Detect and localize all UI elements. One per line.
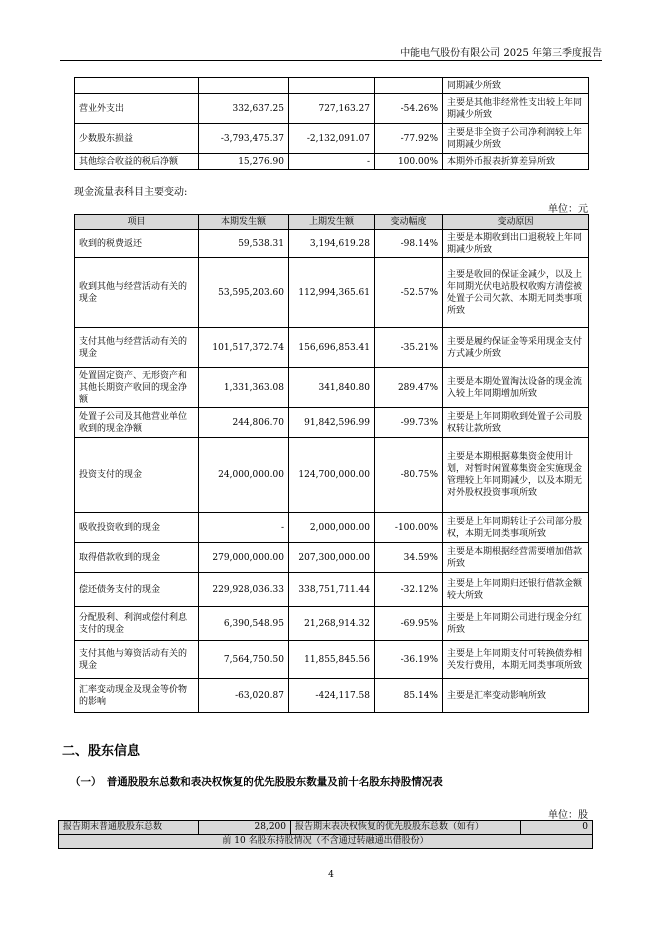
cell-item: 处置固定资产、无形资产和其他长期资产收回的现金净额: [75, 368, 199, 408]
cell-reason: 主要是本期根据募集资金使用计划，对暂时闲置募集资金实施现金管理较上年同期减少，以及本期无对外股权投资事项所致: [443, 438, 589, 513]
top10-heading: 前 10 名股东持股情况（不含通过转融通出借股份）: [59, 835, 593, 849]
cell-change: -77.92%: [375, 124, 443, 154]
cell-item: [75, 78, 199, 94]
shareholder-unit: 单位：股: [548, 810, 588, 821]
cell-item: 分配股利、利润或偿付利息支付的现金: [75, 607, 199, 641]
cell-current: 59,538.31: [199, 230, 289, 258]
cell-reason: 主要是履约保证金等采用现金支付方式减少所致: [443, 328, 589, 368]
cell-item: 少数股东损益: [75, 124, 199, 154]
page-number: 4: [328, 870, 334, 880]
table-row: [75, 573, 589, 607]
cell-item: 处置子公司及其他营业单位收到的现金净额: [75, 408, 199, 438]
cell-change: 34.59%: [375, 543, 443, 573]
cell-current: 6,390,548.95: [199, 607, 289, 641]
cell-current: 332,637.25: [199, 94, 289, 124]
cell-previous: 91,842,596.99: [289, 408, 375, 438]
cell-reason: 主要是上年同期收到处置子公司股权转让款所致: [443, 408, 589, 438]
table-row: [75, 438, 589, 513]
cell-previous: -: [289, 154, 375, 170]
cell-reason: 主要是本期处置淘汰设备的现金流入较上年同期增加所致: [443, 368, 589, 408]
shareholder-table: [58, 820, 593, 849]
cell-current: 101,517,372.74: [199, 328, 289, 368]
cell-item: 投资支付的现金: [75, 438, 199, 513]
col-header-change: 变动幅度: [375, 215, 443, 230]
cell-change: 100.00%: [375, 154, 443, 170]
cell-previous: [289, 78, 375, 94]
cell-current: 7,564,750.50: [199, 641, 289, 679]
section-title: 二、股东信息: [62, 744, 141, 759]
cell-change: -69.95%: [375, 607, 443, 641]
cell-change: -98.14%: [375, 230, 443, 258]
cell-change: 289.47%: [375, 368, 443, 408]
table-row: [75, 513, 589, 543]
cell-change: [375, 78, 443, 94]
cell-change: -32.12%: [375, 573, 443, 607]
cell-current: -3,793,475.37: [199, 124, 289, 154]
header-rule: [60, 60, 602, 61]
cell-item: 支付其他与经营活动有关的现金: [75, 328, 199, 368]
cell-current: 24,000,000.00: [199, 438, 289, 513]
table-row: [75, 641, 589, 679]
cell-change: 85.14%: [375, 679, 443, 713]
table-row: [75, 368, 589, 408]
cashflow-table: [74, 214, 589, 713]
cell-change: -35.21%: [375, 328, 443, 368]
cell-reason: 主要是上年同期归还银行借款金额较大所致: [443, 573, 589, 607]
table-row: [75, 543, 589, 573]
cell-current: 15,276.90: [199, 154, 289, 170]
cell-item: 偿还债务支付的现金: [75, 573, 199, 607]
cell-reason: 本期外币报表折算差异所致: [443, 154, 589, 170]
table-row: [75, 408, 589, 438]
cell-current: 1,331,363.08: [199, 368, 289, 408]
cell-change: -100.00%: [375, 513, 443, 543]
cell-previous: 11,855,845.56: [289, 641, 375, 679]
table-row: [75, 679, 589, 713]
col-header-reason: 变动原因: [443, 215, 589, 230]
cell-previous: 207,300,000.00: [289, 543, 375, 573]
cell-item: 取得借款收到的现金: [75, 543, 199, 573]
cell-current: [199, 78, 289, 94]
cell-previous: -2,132,091.07: [289, 124, 375, 154]
cell-current: 279,000,000.00: [199, 543, 289, 573]
cell-item: 收到的税费返还: [75, 230, 199, 258]
cell-item: 其他综合收益的税后净额: [75, 154, 199, 170]
table-row: [59, 821, 593, 835]
cell-reason: 主要是本期根据经营需要增加借款所致: [443, 543, 589, 573]
cell-previous: 2,000,000.00: [289, 513, 375, 543]
table-header-row: [75, 215, 589, 230]
cell-reason: 主要是收回的保证金减少，以及上年同期光伏电站股权收购方清偿被处置子公司欠款、本期无同类事项所致: [443, 258, 589, 328]
table-row: [75, 78, 589, 94]
table-row: [75, 258, 589, 328]
cell-reason: 主要是上年同期转让子公司部分股权，本期无同类事项所致: [443, 513, 589, 543]
table-row: [75, 328, 589, 368]
cell-current: 53,595,203.60: [199, 258, 289, 328]
cashflow-intro: 现金流量表科目主要变动:: [74, 187, 188, 198]
label-common-holders: 报告期末普通股股东总数: [59, 821, 199, 835]
cell-previous: -424,117.58: [289, 679, 375, 713]
cell-previous: 338,751,711.44: [289, 573, 375, 607]
col-header-previous: 上期发生额: [289, 215, 375, 230]
cell-previous: 341,840.80: [289, 368, 375, 408]
cell-item: 营业外支出: [75, 94, 199, 124]
cell-reason: 主要是汇率变动影响所致: [443, 679, 589, 713]
label-preferred-holders: 报告期末表决权恢复的优先股股东总数（如有）: [291, 821, 521, 835]
cell-current: 244,806.70: [199, 408, 289, 438]
cell-change: -52.57%: [375, 258, 443, 328]
cell-current: -63,020.87: [199, 679, 289, 713]
subsection-title: （一） 普通股股东总数和表决权恢复的优先股股东数量及前十名股东持股情况表: [70, 776, 443, 788]
table-row: [59, 835, 593, 849]
cell-reason: 主要是上年同期支付可转换债券相关发行费用，本期无同类事项所致: [443, 641, 589, 679]
cell-current: 229,928,036.33: [199, 573, 289, 607]
table-row: [75, 154, 589, 170]
cell-reason: 主要是本期收到出口退税较上年同期减少所致: [443, 230, 589, 258]
cell-reason: 主要是非全资子公司净利润较上年同期减少所致: [443, 124, 589, 154]
table-row: [75, 124, 589, 154]
cell-previous: 112,994,365.61: [289, 258, 375, 328]
cell-reason: 主要是其他非经常性支出较上年同期减少所致: [443, 94, 589, 124]
value-common-holders: 28,200: [199, 821, 291, 835]
cell-change: -80.75%: [375, 438, 443, 513]
cell-previous: 727,163.27: [289, 94, 375, 124]
cell-item: 汇率变动现金及现金等价物的影响: [75, 679, 199, 713]
cell-item: 支付其他与筹资活动有关的现金: [75, 641, 199, 679]
cell-previous: 3,194,619.28: [289, 230, 375, 258]
cashflow-unit: 单位：元: [548, 204, 588, 215]
cell-reason: 主要是上年同期公司进行现金分红所致: [443, 607, 589, 641]
table-row: [75, 94, 589, 124]
col-header-item: 项目: [75, 215, 199, 230]
cell-change: -36.19%: [375, 641, 443, 679]
page-header: 中能电气股份有限公司 2025 年第三季度报告: [400, 48, 602, 59]
col-header-current: 本期发生额: [199, 215, 289, 230]
cell-change: -54.26%: [375, 94, 443, 124]
cell-current: -: [199, 513, 289, 543]
income-changes-table: [74, 77, 589, 170]
cell-item: 收到其他与经营活动有关的现金: [75, 258, 199, 328]
cell-change: -99.73%: [375, 408, 443, 438]
cell-item: 吸收投资收到的现金: [75, 513, 199, 543]
table-row: [75, 607, 589, 641]
table-row: [75, 230, 589, 258]
cell-previous: 124,700,000.00: [289, 438, 375, 513]
cell-previous: 21,268,914.32: [289, 607, 375, 641]
cell-previous: 156,696,853.41: [289, 328, 375, 368]
value-preferred-holders: 0: [521, 821, 593, 835]
cell-reason: 同期减少所致: [443, 78, 589, 94]
